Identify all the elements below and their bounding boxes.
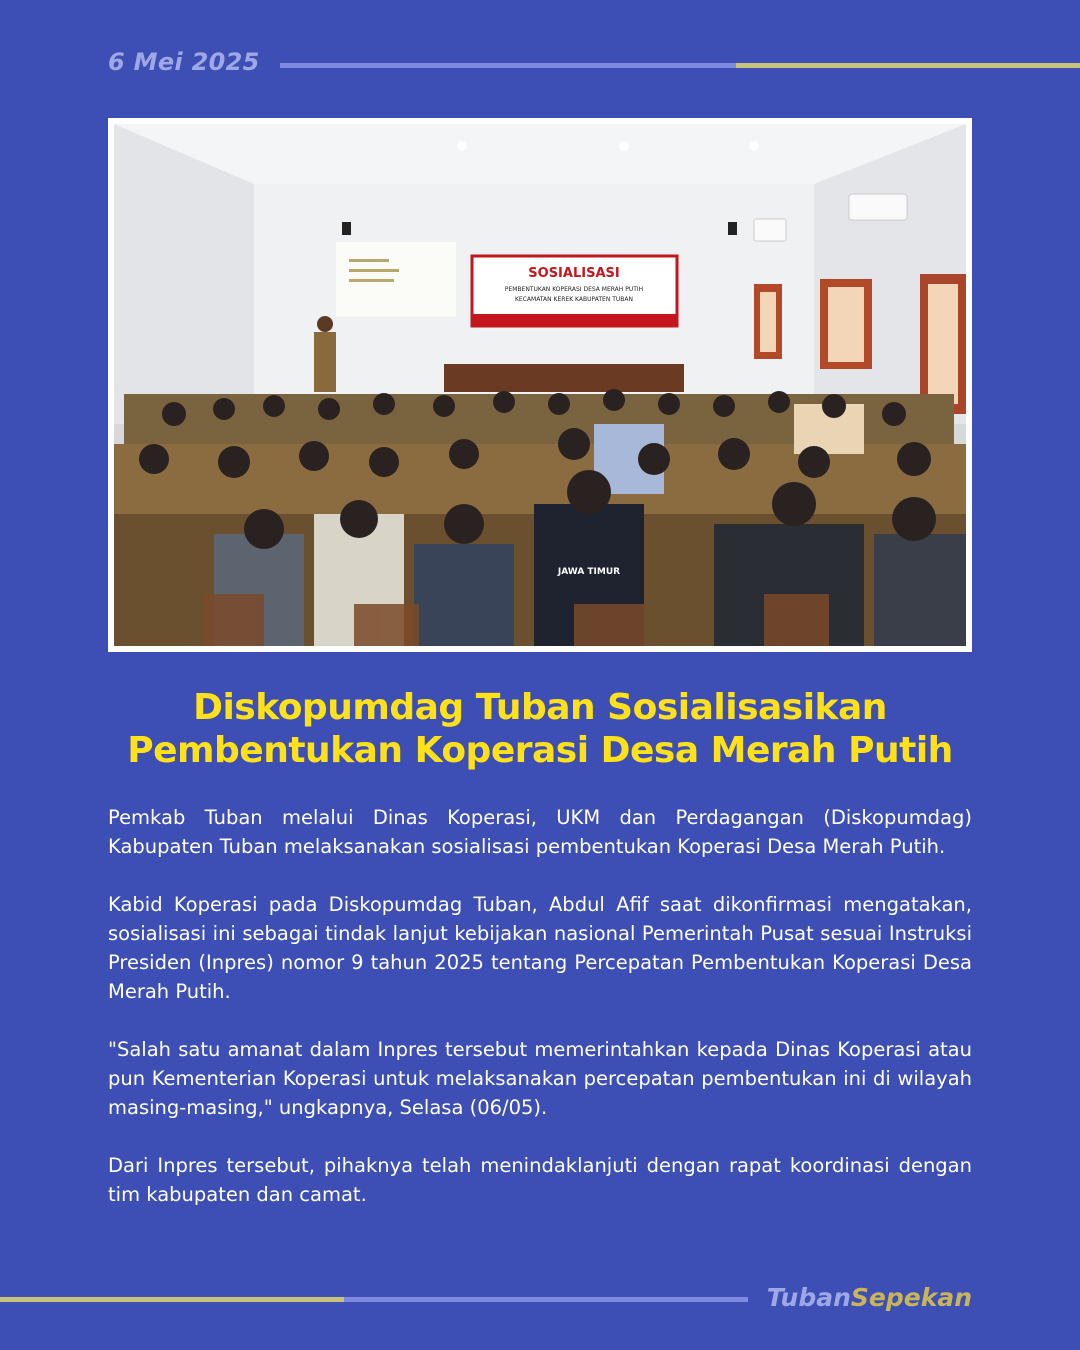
brand-logo [767, 1283, 972, 1312]
banner-line-1: PEMBENTUKAN KOPERASI DESA MERAH PUTIH [504, 286, 644, 293]
news-photo-frame [108, 118, 972, 652]
post-date: 6 Mei 2025 [108, 48, 260, 76]
paragraph: Kabid Koperasi pada Diskopumdag Tuban, Abdul Afif saat dikonfirmasi mengatakan, sosialisasi ini sebagai tindak lanjut kebijakan nasional Pemerintah Pusat sesuai Instruksi Presiden (Inpres) nomor 9 tahun 2025 tentang Percepatan Pembentukan Koperasi Desa Merah Putih. [108, 893, 972, 1003]
brand-part-1: Tuban [766, 1283, 851, 1312]
article-body [108, 803, 972, 1238]
banner-title: SOSIALISASI [528, 266, 620, 281]
paragraph: Dari Inpres tersebut, pihaknya telah menindaklanjuti dengan rapat koordinasi dengan tim kabupaten dan camat. [108, 1154, 972, 1206]
banner-line-2: KECAMATAN KEREK KABUPATEN TUBAN [515, 296, 633, 303]
headline-line-2: Pembentukan Koperasi Desa Merah Putih [127, 730, 953, 771]
shirt-text: JAWA TIMUR [557, 567, 621, 577]
article-headline [60, 686, 1020, 772]
news-photo [114, 124, 966, 646]
headline-line-1: Diskopumdag Tuban Sosialisasikan [193, 687, 887, 728]
paragraph: "Salah satu amanat dalam Inpres tersebut memerintahkan kepada Dinas Koperasi atau pun Kementerian Koperasi untuk melaksanakan percepatan pembentukan ini di wilayah masing-masing," ungkapnya, Selasa (06/05). [108, 1038, 972, 1119]
top-divider [280, 63, 1080, 68]
bottom-divider [0, 1297, 748, 1302]
brand-part-2: Sepekan [850, 1283, 972, 1312]
paragraph: Pemkab Tuban melalui Dinas Koperasi, UKM dan Perdagangan (Diskopumdag) Kabupaten Tuban melaksanakan sosialisasi pembentukan Koperasi Desa Merah Putih. [108, 806, 972, 858]
